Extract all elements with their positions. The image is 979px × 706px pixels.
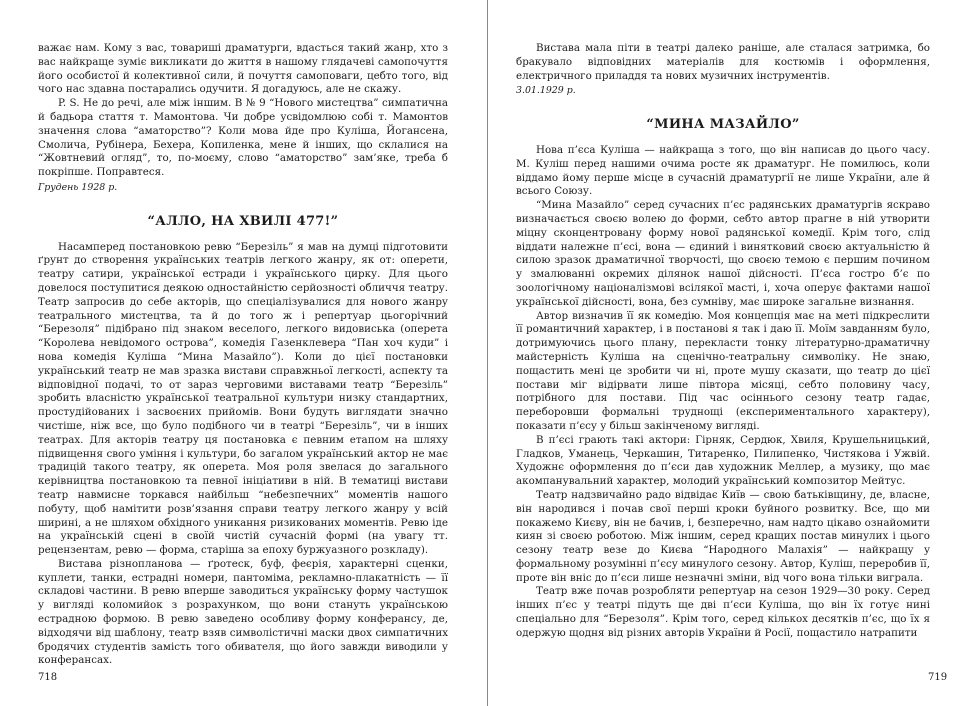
paragraph: Вистава різнопланова — ґротеск, буф, феєрія, характерні сценки, куплети, танки, естрадні номери, пантоміма, рекламно-плакатність — її складові частини. В ревю вперше заводиться українську форму частушок у вигляді коломийок з розрахунком, що вони стануть українською естрадною формою. В ревю заведено особливу форму конферансу, де, відходячи від шаблону, театр взяв символістичні маски двох симпатичних бродячих студентів замість того обивателя, що його завжди виводили у конферансах. xyxy=(38,557,448,667)
article-heading: “АЛЛО, НА ХВИЛІ 477!” xyxy=(147,213,339,229)
right-page-text xyxy=(516,42,930,641)
paragraph: Автор визначив її як комедію. Моя концепція має на меті підкреслити її романтичний характер, і в постанові я так і даю її. Моїм завданням було, дотримуючись цього плану, перекласти тонку літературно-драматичну майстерність Куліша на сценічно-театральну символіку. Не знаю, пощастить мені це зробити чи ні, проте мушу сказати, що театр до цієї постави міг відірвати лише півтора місяці, себто половину часу, потрібного для постави. Під час осіннього сезону театр гадає, переборовши формальні труднощі (експериментального характеру), показати п’єсу у більш закінченому вигляді. xyxy=(516,309,930,432)
paragraph: P. S. Не до речі, але між іншим. В № 9 “Нового мистецтва” симпатична й бадьора стаття т. Мамонтова. Чи добре усвідомлюю собі т. Мамонтов значення слова “аматорство”? Коли мова йде про Куліша, Йогансена, Смолича, Рубінера, Бехера, Копиленка, мене й інших, що склалися на “Жовтневий огляд”, то, по-моєму, слово “аматорство” зам’яке, треба б покріпше. Поправтеся. xyxy=(38,97,448,179)
left-page xyxy=(0,0,487,706)
page-number: 719 xyxy=(928,672,948,683)
page-divider xyxy=(487,0,488,706)
article-heading: “МИНА МАЗАЙЛО” xyxy=(646,117,800,133)
date-line: Грудень 1928 р. xyxy=(38,181,118,193)
date-line: 3.01.1929 р. xyxy=(516,85,576,97)
page-number: 718 xyxy=(38,672,58,683)
right-page xyxy=(490,0,979,706)
paragraph: Вистава мала піти в театрі далеко раніше, але сталася затримка, бо бракувало відповідних матеріалів для костюмів і оформлення, електричного приладдя та нових музичних інструментів. xyxy=(516,42,930,82)
paragraph: “Мина Мазайло” серед сучасних п’єс радянських драматургів яскраво визначається своєю волею до форми, себто автор прагне в ній утворити міцну сконцентровану форму нової радянської комедії. Крім того, слід віддати належне п’єсі, вона — єдиний і винятковий своєю актуальністю й силою зразок драматичної творчості, що своєю темою є першим почином у змалюванні окремих ділянок нашої дійсності. П’єса гостро б’є по зоологічному націоналізмові всілякої масті, і, хоча оперує фактами нашої української дійсності, вона, без сумніву, має широке загальне визнання. xyxy=(516,199,930,308)
paragraph: Театр вже почав розробляти репертуар на сезон 1929—30 року. Серед інших п’єс у театрі підуть ще дві п’єси Куліша, що він їх готує нині спеціально для “Березоля”. Крім того, серед кількох десятків п’єс, що їх я одержую щодня від різних авторів України й Росії, пощастило натрапити xyxy=(516,585,930,639)
paragraph: В п’єсі грають такі актори: Гірняк, Сердюк, Хвиля, Крушельницький, Гладков, Уманець, Черкашин, Титаренко, Пилипенко, Чистякова і Ужвій. Художнє оформлення до п’єси дав художник Меллер, а музику, що має акомпанувальний характер, молодий український композитор Мейтус. xyxy=(516,433,930,488)
paragraph: Театр надзвичайно радо відвідає Київ — свою батьківщину, де, власне, він народився і почав свої перші кроки буйного розвитку. Все, що ми покажемо Києву, він не бачив, і, безперечно, нам надто цікаво ознайомити киян зі своєю роботою. Між іншим, серед кращих постав минулих і цього сезону театр везе до Києва “Народного Малахія” — найкращу у формальному розумінні п’єсу минулого сезону. Автор, Куліш, переробив її, проте він вніс до п’єси лише незначні зміни, від чого вона тільки виграла. xyxy=(516,488,930,584)
paragraph: Нова п’єса Куліша — найкраща з того, що він написав до цього часу. М. Куліш перед нашими очима росте як драматург. Не помилюсь, коли віддамо йому перше місце в сучасній драматургії не лише України, але й всього Союзу. xyxy=(516,143,930,198)
left-page-text xyxy=(38,42,448,668)
paragraph: важає нам. Кому з вас, товариші драматурги, вдасться такий жанр, хто з вас найкраще зуміє викликати до життя в нашому глядачеві самопочуття його особистої й колективної сили, й почуття самоповаги, цебто того, від чого нас здавна постарались одучити. Я догадуюсь, але не скажу. xyxy=(38,42,448,96)
paragraph: Насамперед постановкою ревю “Березіль” я мав на думці підготовити ґрунт до створення українських театрів легкого жанру, як от: оперети, театру сатири, української естради і українського цирку. Для цього довелося поступитися деякою одностайністю серйозності обличчя театру. Театр запросив до себе акторів, що спеціалізувалися для нового жанру театрального мистецтва, та й до того ж і репертуар цьогорічний “Березоля” підібрано під знаком веселого, легкого видовиська (оперета “Королева невідомого острова”, комедія Газенклевера “Пан хоч куди” і нова комедія Куліша “Мина Мазайло”). Коли до цієї постановки український театр не мав зразка вистави справжньої легкості, аспекту та відповідної подачі, то от зараз черговими виставами театр “Березіль” зробить власністю української театральної культури низку стандартних, простудійованих і засвоєних прийомів. Вони будуть виглядати значно чистіше, ніж все, що було подібного чи в театрі “Березіль”, чи в інших театрах. Для акторів театру ця постановка є певним етапом на шляху підвищення свого уміння і культури, бо загалом український актор не має традицій такого театру, як оперета. Моя роля звелася до загального керівництва постановкою та певної ініціативи в ній. В тематиці вистави театр навмисне торкався найбільш “небезпечних” моментів нашого побуту, щоб намітити розв’язання справи театру легкого жанру у всій ширині, а не шляхом обхідного уникання ризикованих моментів. Ревю іде на українській сцені в своїй чистій сучасній формі (на увагу тт. рецензентам, ревю — форма, старіша за епоху буржуазного розкладу). xyxy=(38,240,448,557)
